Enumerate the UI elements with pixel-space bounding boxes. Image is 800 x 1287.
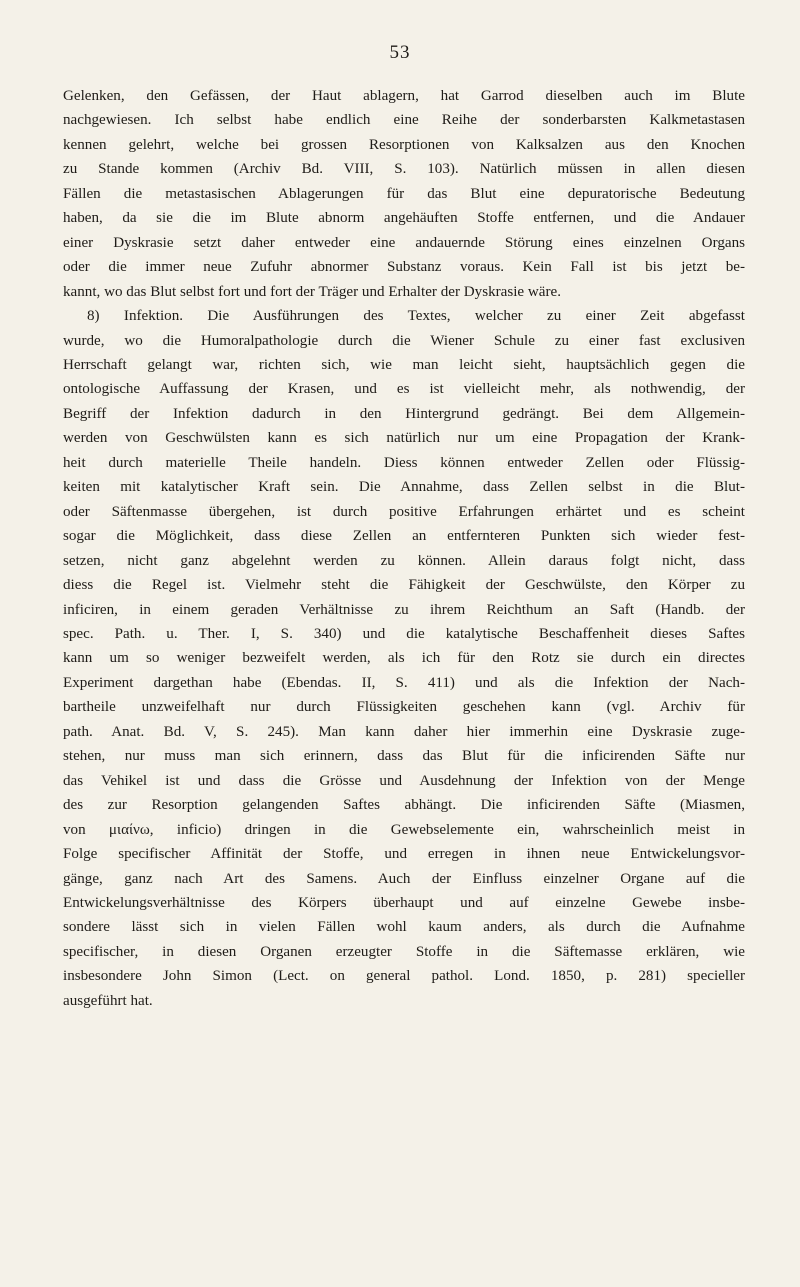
text-line: heit durch materielle Theile handeln. Diess können entweder Zellen oder Flüssig- bbox=[63, 454, 745, 471]
paragraph-dyskrasie bbox=[63, 84, 745, 304]
text-line: stehen, nur muss man sich erinnern, dass das Blut für die inficirenden Säfte nur bbox=[63, 748, 745, 765]
text-line: specifischer, in diesen Organen erzeugter Stoffe in die Säftemasse erklären, wie bbox=[63, 943, 745, 960]
text-line: zu Stande kommen (Archiv Bd. VIII, S. 103). Natürlich müssen in allen diesen bbox=[63, 161, 745, 178]
text-line: spec. Path. u. Ther. I, S. 340) und die katalytische Beschaffenheit dieses Saftes bbox=[63, 625, 745, 642]
text-line: kennen gelehrt, welche bei grossen Resorptionen von Kalksalzen aus den Knochen bbox=[63, 136, 745, 153]
text-line: kann um so weniger bezweifelt werden, als ich für den Rotz sie durch ein directes bbox=[63, 650, 745, 667]
text-line: ontologische Auffassung der Krasen, und es ist vielleicht mehr, als nothwendig, der bbox=[63, 381, 745, 398]
text-line: oder die immer neue Zufuhr abnormer Substanz voraus. Kein Fall ist bis jetzt be- bbox=[63, 259, 745, 276]
text-line: bartheile unzweifelhaft nur durch Flüssigkeiten geschehen kann (vgl. Archiv für bbox=[63, 699, 745, 716]
text-line: das Vehikel ist und dass die Grösse und Ausdehnung der Infektion von der Menge bbox=[63, 772, 745, 789]
text-line: Begriff der Infektion dadurch in den Hintergrund gedrängt. Bei dem Allgemein- bbox=[63, 405, 745, 422]
text-line: haben, da sie die im Blute abnorm angehäuften Stoffe entfernen, und die Andauer bbox=[63, 210, 745, 227]
text-line: inficiren, in einem geraden Verhältnisse zu ihrem Reichthum an Saft (Handb. der bbox=[63, 601, 745, 618]
text-line: Fällen die metastasischen Ablagerungen für das Blut eine depuratorische Bedeutung bbox=[63, 185, 745, 202]
text-line: Experiment dargethan habe (Ebendas. II, S. 411) und als die Infektion der Nach- bbox=[63, 674, 745, 691]
text-line: gänge, ganz nach Art des Samens. Auch der Einfluss einzelner Organe auf die bbox=[63, 870, 745, 887]
text-line: oder Säftenmasse übergehen, ist durch positive Erfahrungen erhärtet und es scheint bbox=[63, 503, 745, 520]
page-number: 53 bbox=[389, 42, 411, 63]
text-line: kannt, wo das Blut selbst fort und fort der Träger und Erhalter der Dyskrasie wäre. bbox=[63, 283, 561, 300]
text-line: insbesondere John Simon (Lect. on general pathol. Lond. 1850, p. 281) specieller bbox=[63, 968, 745, 985]
body-text bbox=[63, 84, 745, 1013]
text-line: wurde, wo die Humoralpathologie durch die Wiener Schule zu einer fast exclusiven bbox=[63, 332, 745, 349]
paragraph-infektion bbox=[63, 304, 745, 1013]
text-line: keiten mit katalytischer Kraft sein. Die Annahme, dass Zellen selbst in die Blut- bbox=[63, 479, 745, 496]
text-line: ausgeführt hat. bbox=[63, 992, 153, 1009]
text-line: nachgewiesen. Ich selbst habe endlich eine Reihe der sonderbarsten Kalkmetastasen bbox=[63, 112, 745, 129]
text-line: sogar die Möglichkeit, dass diese Zellen an entfernteren Punkten sich wieder fest- bbox=[63, 528, 745, 545]
text-line: Folge specifischer Affinität der Stoffe, und erregen in ihnen neue Entwickelungsvor- bbox=[63, 846, 745, 863]
text-line: Herrschaft gelangt war, richten sich, wie man leicht sieht, hauptsächlich gegen die bbox=[63, 356, 745, 373]
text-line: path. Anat. Bd. V, S. 245). Man kann daher hier immerhin eine Dyskrasie zuge- bbox=[63, 723, 745, 740]
text-line: Entwickelungsverhältnisse des Körpers überhaupt und auf einzelne Gewebe insbe- bbox=[63, 894, 745, 911]
text-line: von μιαίνω, inficio) dringen in die Gewebselemente ein, wahrscheinlich meist in bbox=[63, 821, 745, 838]
text-line: einer Dyskrasie setzt daher entweder eine andauernde Störung eines einzelnen Organs bbox=[63, 234, 745, 251]
text-line: des zur Resorption gelangenden Saftes abhängt. Die inficirenden Säfte (Miasmen, bbox=[63, 797, 745, 814]
text-line: setzen, nicht ganz abgelehnt werden zu können. Allein daraus folgt nicht, dass bbox=[63, 552, 745, 569]
text-line: Gelenken, den Gefässen, der Haut ablagern, hat Garrod dieselben auch im Blute bbox=[63, 88, 745, 104]
text-line: werden von Geschwülsten kann es sich natürlich nur um eine Propagation der Krank- bbox=[63, 430, 745, 447]
text-line: 8) Infektion. Die Ausführungen des Textes, welcher zu einer Zeit abgefasst bbox=[87, 308, 745, 325]
text-line: diess die Regel ist. Vielmehr steht die Fähigkeit der Geschwülste, den Körper zu bbox=[63, 577, 745, 594]
text-line: sondere lässt sich in vielen Fällen wohl kaum anders, als durch die Aufnahme bbox=[63, 919, 745, 936]
